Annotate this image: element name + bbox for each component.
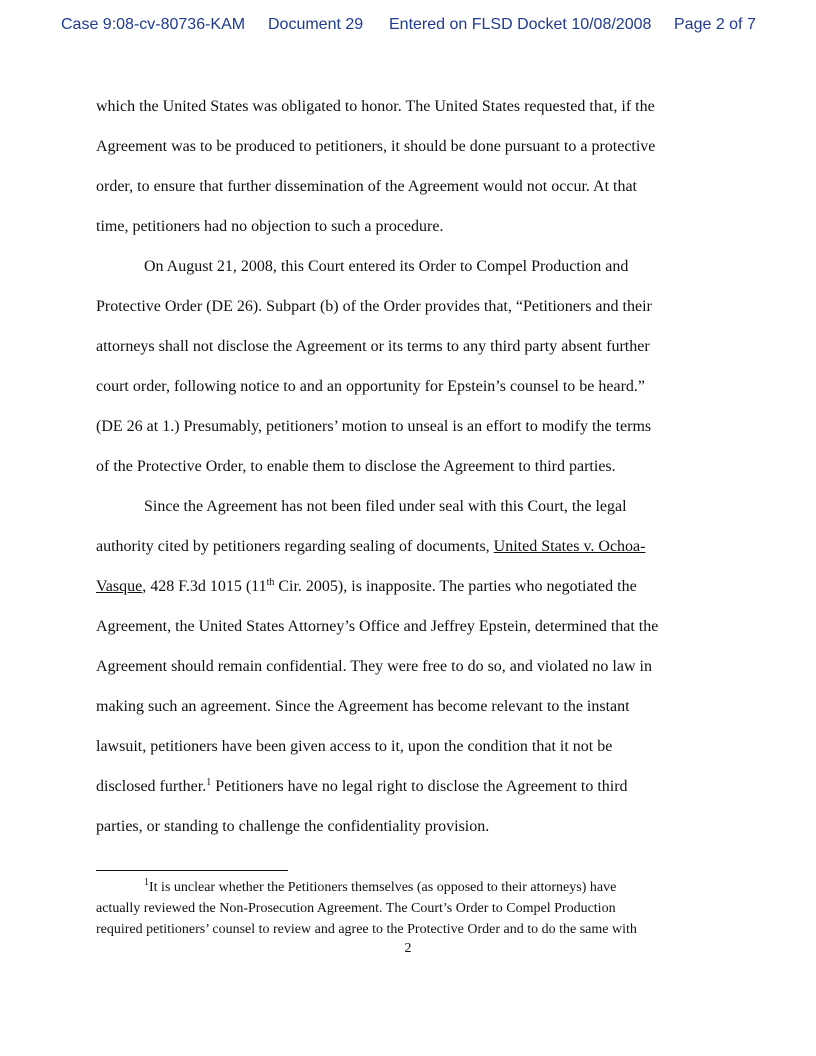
text-line: attorneys shall not disclose the Agreement or its terms to any third party absent further (96, 338, 650, 355)
text-line: court order, following notice to and an opportunity for Epstein’s counsel to be heard.” (96, 378, 645, 395)
text-line: of the Protective Order, to enable them to disclose the Agreement to third parties. (96, 458, 616, 475)
document-body (96, 87, 736, 847)
docket-entry: Entered on FLSD Docket 10/08/2008 (389, 16, 652, 33)
page-of: Page 2 of 7 (674, 16, 756, 33)
text-segment: disclosed further. (96, 778, 207, 795)
text-line: parties, or standing to challenge the confidentiality provision. (96, 818, 490, 835)
text-line: time, petitioners had no objection to such a procedure. (96, 218, 444, 235)
text-line: Protective Order (DE 26). Subpart (b) of the Order provides that, “Petitioners and their (96, 298, 652, 315)
text-segment: It is unclear whether the Petitioners themselves (as opposed to their attorneys) have (149, 880, 617, 895)
footnote-marker: 1 (144, 877, 149, 888)
footnote-line: actually reviewed the Non-Prosecution Agreement. The Court’s Order to Compel Production (96, 901, 616, 916)
text-line: Agreement should remain confidential. They were free to do so, and violated no law in (96, 658, 652, 675)
text-line: Since the Agreement has not been filed under seal with this Court, the legal (144, 498, 627, 515)
footnote-line: required petitioners’ counsel to review and agree to the Protective Order and to do the same with (96, 922, 637, 937)
case-citation: Vasque (96, 578, 143, 595)
page-number: 2 (404, 941, 412, 956)
case-number: Case 9:08-cv-80736-KAM (61, 16, 246, 33)
footnote-divider (96, 870, 288, 871)
paragraph-2 (96, 247, 736, 487)
paragraph-1 (96, 87, 736, 247)
text-line (96, 527, 736, 567)
text-segment: authority cited by petitioners regarding sealing of documents, (96, 538, 494, 555)
footnote (96, 877, 736, 940)
footnote-line (96, 877, 736, 898)
document-number: Document 29 (268, 16, 364, 33)
paragraph-3 (96, 487, 736, 847)
text-segment: Cir. 2005), is inapposite. The parties who negotiated the (274, 578, 637, 595)
text-line: which the United States was obligated to honor. The United States requested that, if the (96, 98, 655, 115)
text-line: lawsuit, petitioners have been given access to it, upon the condition that it not be (96, 738, 613, 755)
text-line: On August 21, 2008, this Court entered its Order to Compel Production and (144, 258, 629, 275)
ordinal-superscript: th (266, 577, 275, 588)
footnote-reference: 1 (206, 777, 212, 788)
text-segment: , 428 F.3d 1015 (11 (142, 578, 267, 595)
text-line (96, 767, 736, 807)
text-line: Agreement was to be produced to petitioners, it should be done pursuant to a protective (96, 138, 656, 155)
text-line (96, 567, 736, 607)
text-line: (DE 26 at 1.) Presumably, petitioners’ motion to unseal is an effort to modify the terms (96, 418, 652, 435)
case-citation: United States v. Ochoa- (493, 538, 646, 555)
text-line: Agreement, the United States Attorney’s Office and Jeffrey Epstein, determined that the (96, 618, 659, 635)
text-segment: Petitioners have no legal right to disclose the Agreement to third (211, 778, 628, 795)
text-line: making such an agreement. Since the Agreement has become relevant to the instant (96, 698, 630, 715)
text-line: order, to ensure that further dissemination of the Agreement would not occur. At that (96, 178, 637, 195)
